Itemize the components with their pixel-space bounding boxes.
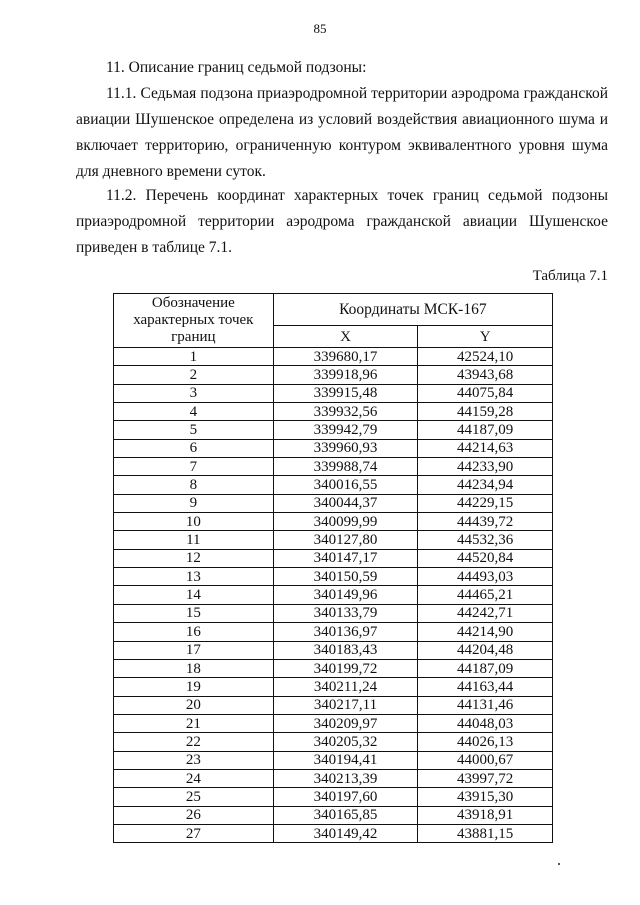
table-row [114, 788, 553, 806]
table-header-row [114, 294, 553, 326]
header-point-designation: Обозначение характерных точек границ [114, 294, 274, 348]
table-row [114, 549, 553, 567]
cell-y: 44000,67 [418, 751, 553, 769]
cell-y: 43943,68 [418, 366, 553, 384]
cell-y: 42524,10 [418, 348, 553, 366]
table-row [114, 439, 553, 457]
cell-x: 340213,39 [273, 769, 418, 787]
cell-x: 339988,74 [273, 458, 418, 476]
cell-x: 339960,93 [273, 439, 418, 457]
cell-x: 339942,79 [273, 421, 418, 439]
cell-point-number: 10 [114, 513, 274, 531]
table-row [114, 751, 553, 769]
cell-point-number: 5 [114, 421, 274, 439]
cell-y: 44214,63 [418, 439, 553, 457]
cell-y: 44048,03 [418, 714, 553, 732]
cell-x: 340211,24 [273, 678, 418, 696]
cell-y: 44131,46 [418, 696, 553, 714]
cell-y: 44159,28 [418, 403, 553, 421]
cell-point-number: 17 [114, 641, 274, 659]
cell-point-number: 3 [114, 384, 274, 402]
table-row [114, 678, 553, 696]
cell-y: 44229,15 [418, 494, 553, 512]
coordinates-table [113, 293, 553, 843]
cell-point-number: 26 [114, 806, 274, 824]
cell-point-number: 14 [114, 586, 274, 604]
cell-y: 44234,94 [418, 476, 553, 494]
cell-x: 340183,43 [273, 641, 418, 659]
header-y: Y [418, 326, 553, 348]
cell-point-number: 21 [114, 714, 274, 732]
cell-x: 339932,56 [273, 403, 418, 421]
table-row [114, 641, 553, 659]
cell-x: 340099,99 [273, 513, 418, 531]
table-row [114, 384, 553, 402]
table-row [114, 531, 553, 549]
cell-point-number: 8 [114, 476, 274, 494]
table-row [114, 806, 553, 824]
table-row [114, 733, 553, 751]
cell-x: 340149,96 [273, 586, 418, 604]
cell-x: 340044,37 [273, 494, 418, 512]
cell-point-number: 9 [114, 494, 274, 512]
table-body [114, 348, 553, 843]
cell-point-number: 23 [114, 751, 274, 769]
cell-point-number: 19 [114, 678, 274, 696]
cell-point-number: 27 [114, 824, 274, 842]
cell-x: 340150,59 [273, 568, 418, 586]
cell-x: 339680,17 [273, 348, 418, 366]
table-row [114, 494, 553, 512]
cell-y: 44187,09 [418, 659, 553, 677]
cell-point-number: 15 [114, 604, 274, 622]
cell-point-number: 13 [114, 568, 274, 586]
table-row [114, 458, 553, 476]
cell-x: 340127,80 [273, 531, 418, 549]
cell-x: 340194,41 [273, 751, 418, 769]
table-row [114, 604, 553, 622]
cell-x: 340205,32 [273, 733, 418, 751]
cell-y: 43997,72 [418, 769, 553, 787]
table-row [114, 714, 553, 732]
table-row [114, 348, 553, 366]
cell-point-number: 2 [114, 366, 274, 384]
cell-point-number: 7 [114, 458, 274, 476]
table-row [114, 513, 553, 531]
cell-y: 44163,44 [418, 678, 553, 696]
cell-x: 340165,85 [273, 806, 418, 824]
cell-x: 340136,97 [273, 623, 418, 641]
cell-y: 44204,48 [418, 641, 553, 659]
cell-point-number: 22 [114, 733, 274, 751]
cell-y: 43881,15 [418, 824, 553, 842]
cell-y: 44187,09 [418, 421, 553, 439]
cell-x: 340147,17 [273, 549, 418, 567]
table-row [114, 696, 553, 714]
page-number: 85 [313, 21, 327, 36]
cell-y: 43918,91 [418, 806, 553, 824]
table-row [114, 824, 553, 842]
cell-point-number: 16 [114, 623, 274, 641]
cell-y: 44532,36 [418, 531, 553, 549]
cell-x: 340197,60 [273, 788, 418, 806]
cell-point-number: 18 [114, 659, 274, 677]
cell-x: 340209,97 [273, 714, 418, 732]
table-row [114, 366, 553, 384]
cell-point-number: 20 [114, 696, 274, 714]
cell-y: 44439,72 [418, 513, 553, 531]
table-row [114, 476, 553, 494]
cell-y: 44026,13 [418, 733, 553, 751]
cell-point-number: 11 [114, 531, 274, 549]
cell-y: 43915,30 [418, 788, 553, 806]
cell-y: 44214,90 [418, 623, 553, 641]
cell-x: 339915,48 [273, 384, 418, 402]
table-caption: Таблица 7.1 [532, 268, 608, 284]
cell-x: 340217,11 [273, 696, 418, 714]
scan-speck [558, 863, 560, 865]
cell-point-number: 24 [114, 769, 274, 787]
paragraph-11-1: 11.1. Седьмая подзона приаэродромной территории аэродрома гражданской авиации Шушенское определена из условий воздействия авиационного шума и включает территорию, ограниченную контуром эквивалентного уровня шума для дневного времени суток. [76, 85, 608, 180]
cell-point-number: 12 [114, 549, 274, 567]
table-row [114, 403, 553, 421]
table-row [114, 623, 553, 641]
table-row [114, 568, 553, 586]
cell-y: 44242,71 [418, 604, 553, 622]
cell-x: 340016,55 [273, 476, 418, 494]
paragraph-11-2: 11.2. Перечень координат характерных точек границ седьмой подзоны приаэродромной территории аэродрома гражданской авиации Шушенское приведен в таблице 7.1. [76, 187, 608, 256]
cell-y: 44233,90 [418, 458, 553, 476]
cell-y: 44520,84 [418, 549, 553, 567]
cell-point-number: 4 [114, 403, 274, 421]
header-x: X [273, 326, 418, 348]
cell-y: 44465,21 [418, 586, 553, 604]
cell-y: 44493,03 [418, 568, 553, 586]
cell-x: 339918,96 [273, 366, 418, 384]
cell-y: 44075,84 [418, 384, 553, 402]
header-coordinates-group: Координаты МСК-167 [273, 294, 552, 326]
section-heading: 11. Описание границ седьмой подзоны: [106, 59, 367, 76]
cell-x: 340149,42 [273, 824, 418, 842]
table-row [114, 421, 553, 439]
table-row [114, 769, 553, 787]
table-row [114, 659, 553, 677]
cell-x: 340133,79 [273, 604, 418, 622]
cell-point-number: 6 [114, 439, 274, 457]
cell-point-number: 25 [114, 788, 274, 806]
table-row [114, 586, 553, 604]
cell-x: 340199,72 [273, 659, 418, 677]
cell-point-number: 1 [114, 348, 274, 366]
